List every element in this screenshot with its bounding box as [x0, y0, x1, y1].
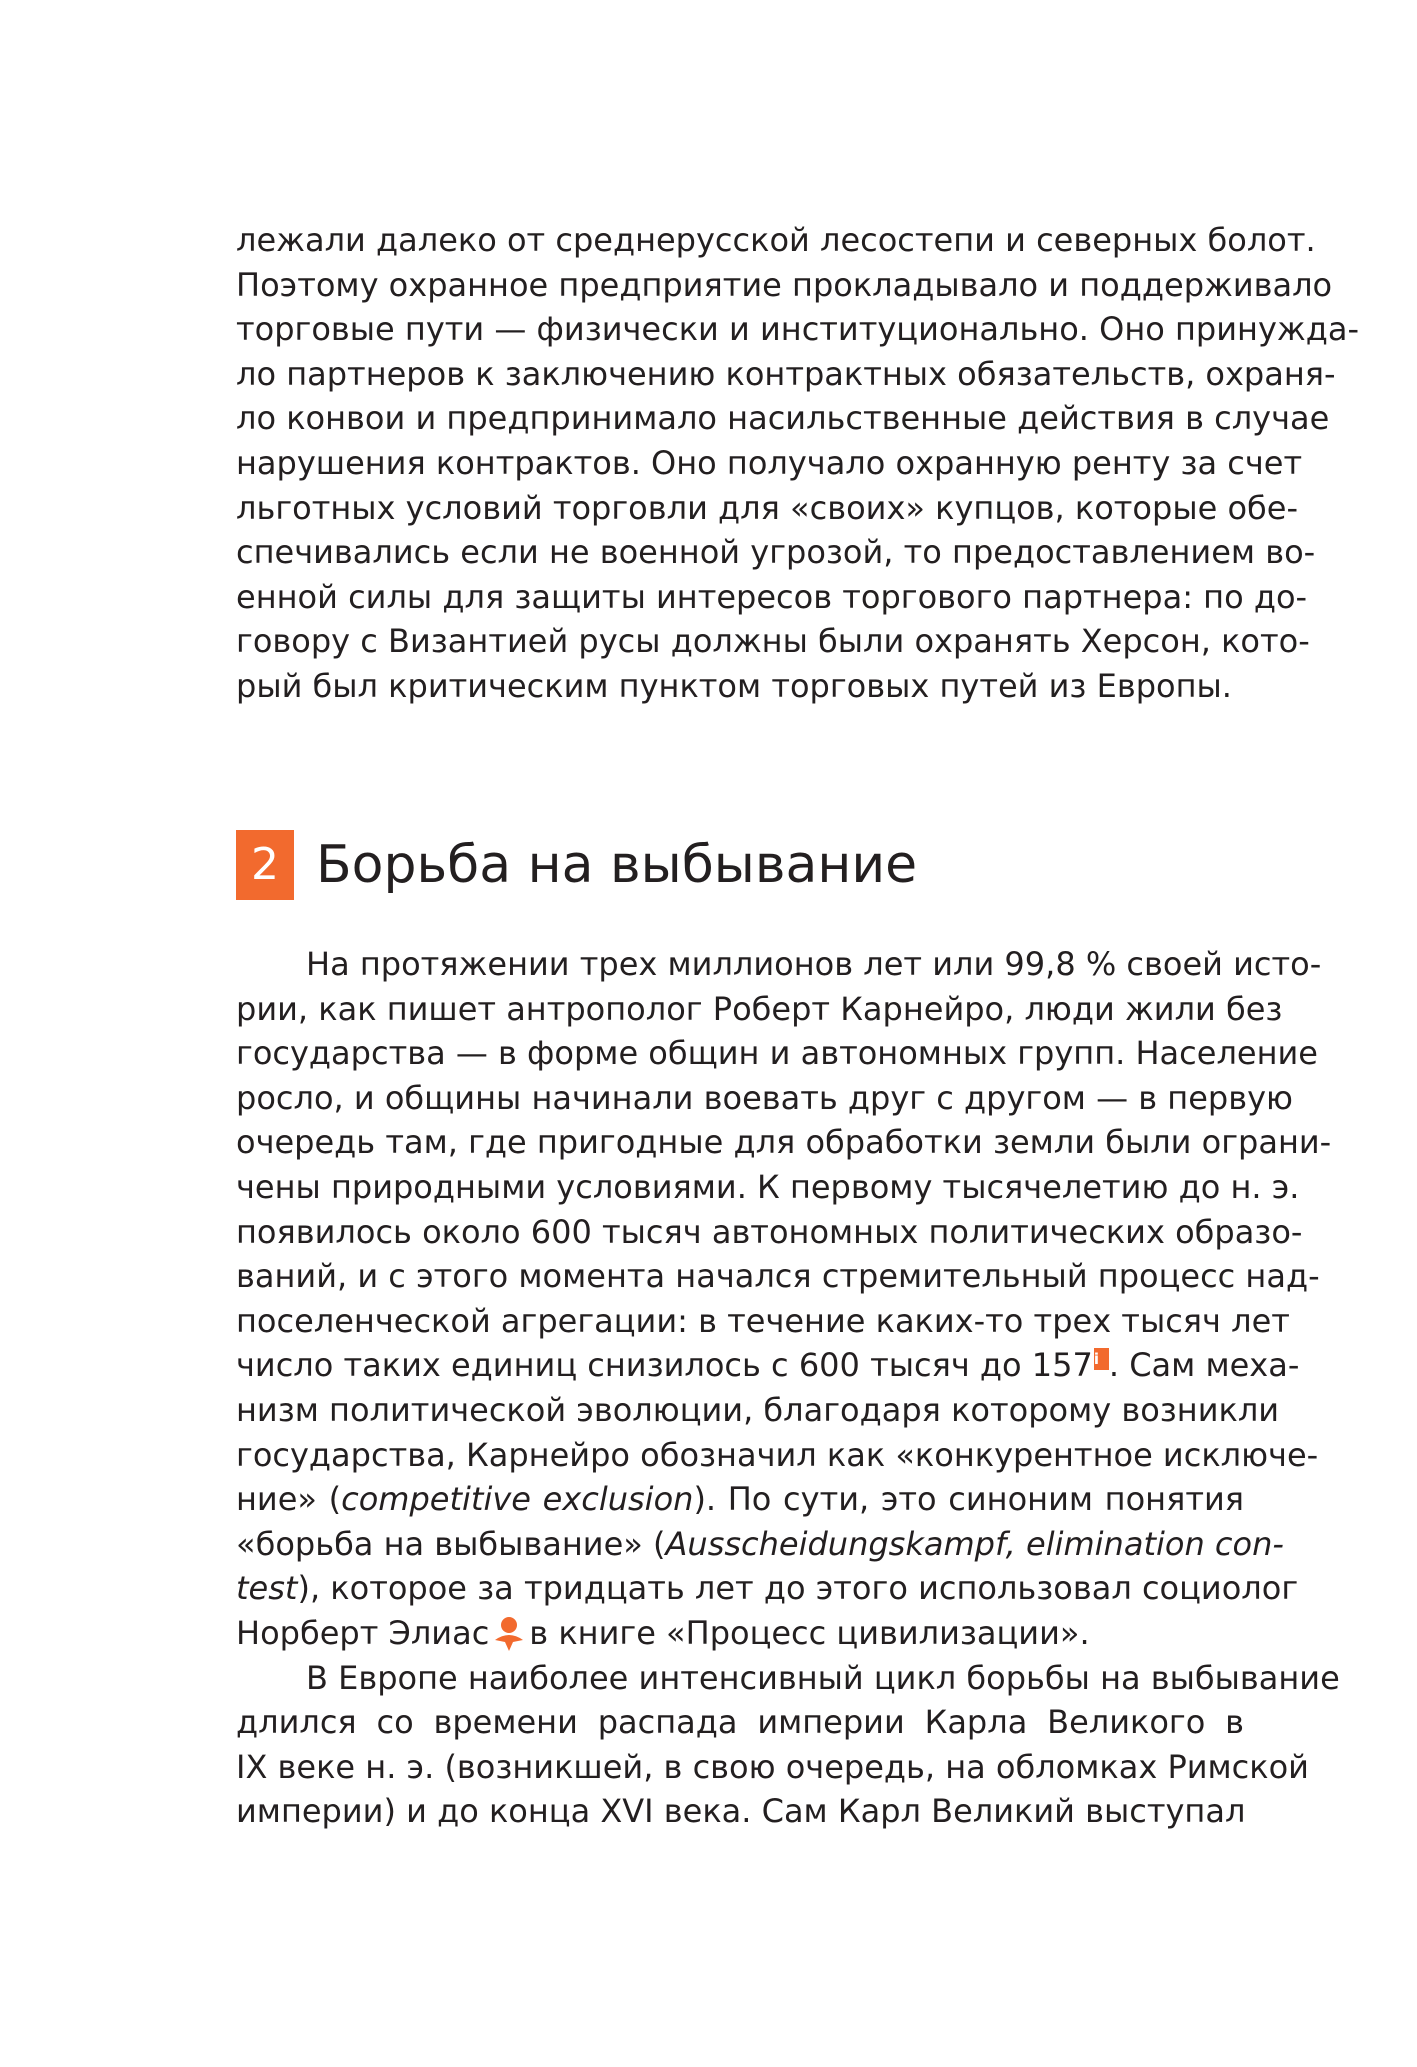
text-line: империи) и до конца XVI века. Сам Карл Великий выступал [236, 1792, 1246, 1831]
text-fragment: Норберт Элиас [236, 1613, 490, 1652]
text-line: IX веке н. э. (возникшей, в свою очередь, на обломках Римской [236, 1747, 1309, 1786]
text-line [236, 1522, 1284, 1567]
text-fragment: . Сам меха- [1108, 1346, 1300, 1385]
text-line: государства — в форме общин и автономных групп. Население [236, 1034, 1318, 1073]
text-line: льготных условий торговли для «своих» купцов, которые обе- [236, 488, 1298, 527]
section-title: Борьба на выбывание [316, 835, 918, 895]
italic-term: competitive exclusion [341, 1480, 694, 1519]
person-icon[interactable] [493, 1616, 525, 1652]
text-line: лежали далеко от среднерусской лесостепи и северных болот. [236, 221, 1316, 259]
text-line: спечивались если не военной угрозой, то предоставлением во- [236, 533, 1316, 572]
footnote-marker[interactable]: i [1094, 1348, 1109, 1370]
text-fragment: ние» ( [236, 1480, 342, 1519]
text-line: рии, как пишет антрополог Роберт Карнейро, люди жили без [236, 989, 1283, 1028]
text-line: торговые пути — физически и институционально. Оно принужда- [236, 310, 1359, 349]
section-heading [236, 830, 917, 900]
text-line: ваний, и с этого момента начался стремительный процесс над- [236, 1257, 1320, 1296]
text-fragment: ), которое за тридцать лет до этого использовал социолог [297, 1569, 1299, 1608]
text-line: На протяжении трех миллионов лет или 99,8 % своей исто- [306, 945, 1322, 983]
text-line: рый был критическим пунктом торговых путей из Европы. [236, 666, 1232, 705]
text-line: чены природными условиями. К первому тысячелетию до н. э. [236, 1167, 1300, 1206]
text-line [236, 1477, 1244, 1522]
text-line: низм политической эволюции, благодаря которому возникли [236, 1390, 1280, 1429]
text-line: нарушения контрактов. Оно получало охранную ренту за счет [236, 443, 1303, 482]
text-line: росло, и общины начинали воевать друг с другом — в первую [236, 1078, 1293, 1117]
text-line: говору с Византией русы должны были охранять Херсон, кото- [236, 622, 1310, 661]
text-line: В Европе наиболее интенсивный цикл борьбы на выбывание [306, 1658, 1340, 1697]
text-line: Поэтому охранное предприятие прокладывало и поддерживало [236, 265, 1333, 304]
text-line: государства, Карнейро обозначил как «конкурентное исключе- [236, 1435, 1319, 1474]
italic-term: Ausscheidungskampf, elimination con- [665, 1524, 1284, 1563]
italic-term: test [236, 1569, 298, 1608]
text-line: поселенческой агрегации: в течение каких-то трех тысяч лет [236, 1301, 1290, 1340]
text-line [236, 1343, 1300, 1388]
text-line: ло конвои и предпринимало насильственные действия в случае [236, 399, 1330, 438]
text-line [236, 1611, 1244, 1656]
text-fragment: число таких единиц снизилось с 600 тысяч до 157 [236, 1346, 1093, 1385]
section-body [236, 942, 1340, 1834]
text-fragment: «борьба на выбывание» ( [236, 1524, 666, 1563]
text-line: очередь там, где пригодные для обработки земли были ограни- [236, 1123, 1332, 1162]
text-line: енной силы для защиты интересов торгового партнера: по до- [236, 577, 1308, 616]
text-line: длился со времени распада империи Карла Великого в [236, 1703, 1244, 1742]
text-line: появилось около 600 тысяч автономных политических образо- [236, 1212, 1303, 1251]
text-line: ло партнеров к заключению контрактных обязательств, охраня- [236, 354, 1336, 393]
text-line [236, 1566, 1299, 1611]
intro-paragraph [236, 218, 1359, 709]
section-number-badge: 2 [236, 830, 294, 900]
text-fragment: ). По сути, это синоним понятия [693, 1480, 1245, 1519]
text-fragment: в книге «Процесс цивилизации». [529, 1613, 1090, 1652]
